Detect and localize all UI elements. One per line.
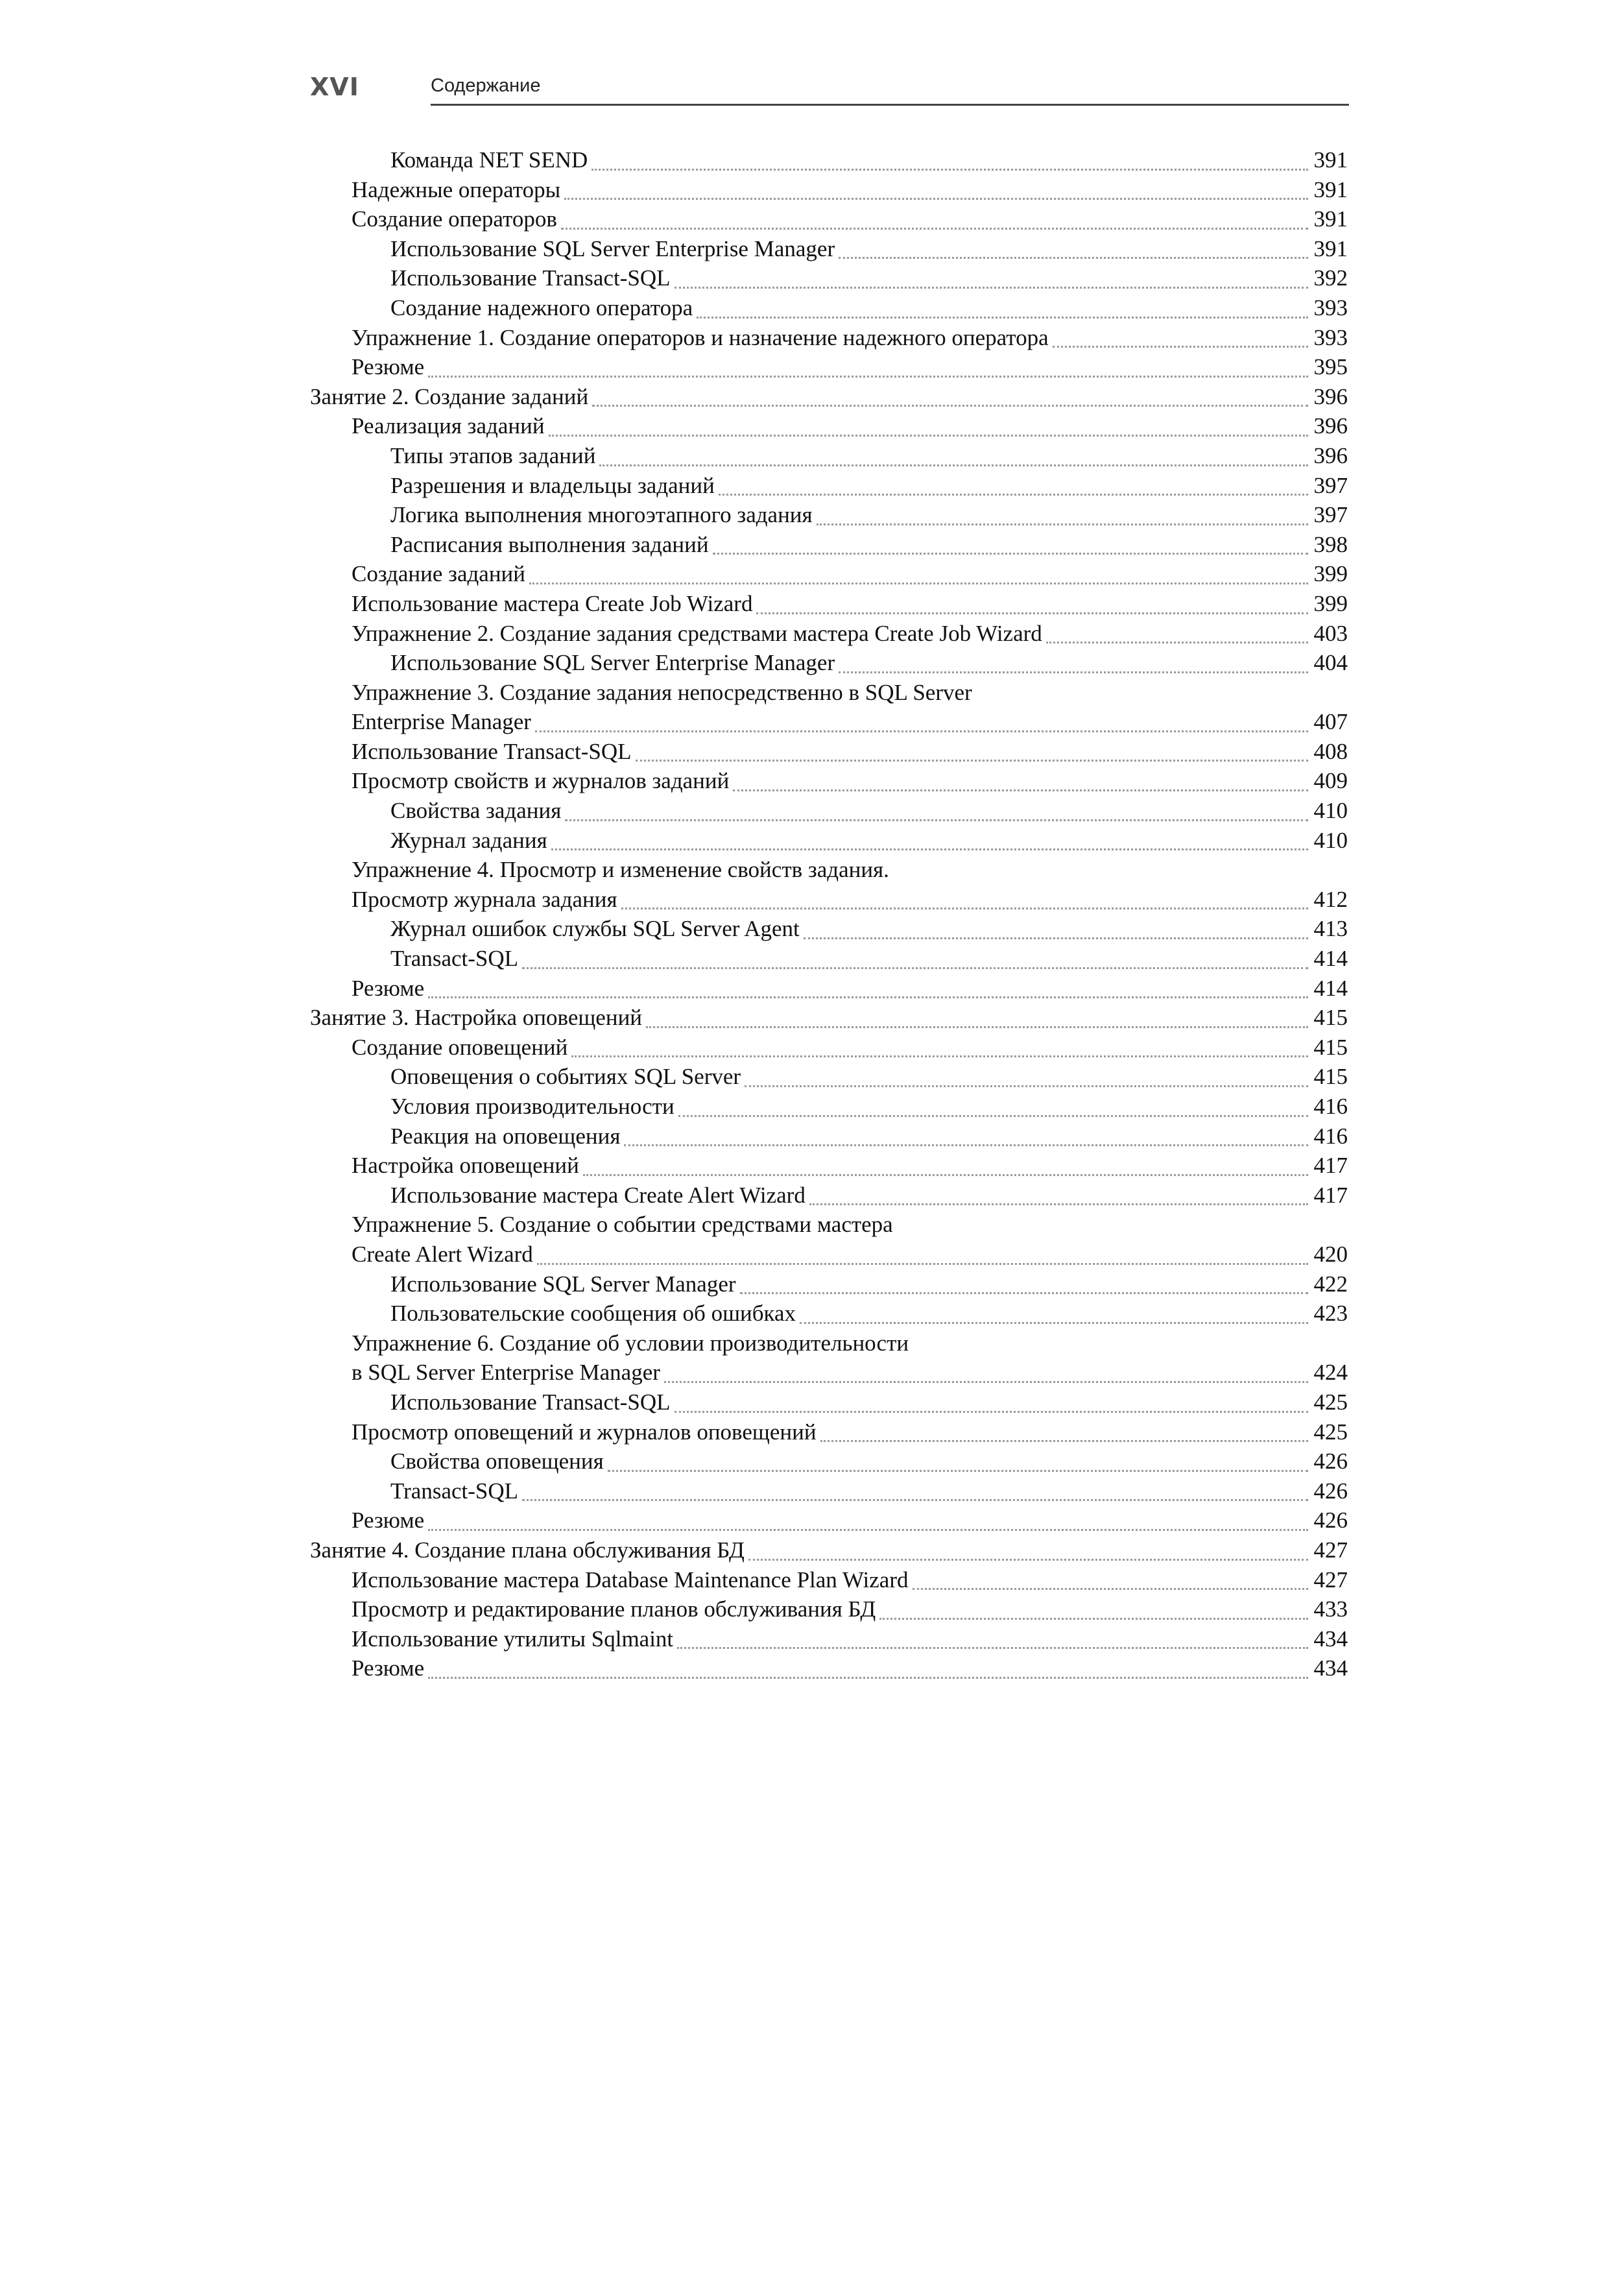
toc-entry-title: Журнал ошибок службы SQL Server Agent xyxy=(390,916,800,942)
dot-leader xyxy=(839,228,1308,259)
toc-entry-page: 416 xyxy=(1313,1123,1348,1149)
toc-entry-title: Использование SQL Server Enterprise Manager xyxy=(390,235,835,261)
dot-leader xyxy=(678,1085,1308,1117)
dot-leader xyxy=(697,287,1308,319)
toc-entry-page: 415 xyxy=(1313,1005,1348,1031)
toc-entry-page: 433 xyxy=(1313,1596,1348,1622)
toc-entry-title: Резюме xyxy=(352,354,425,380)
dot-leader xyxy=(820,1411,1308,1443)
dot-leader xyxy=(428,346,1308,378)
dot-leader xyxy=(675,1381,1308,1413)
dot-leader xyxy=(1053,317,1308,348)
toc-entry-title: Просмотр и редактирование планов обслуживания БД xyxy=(352,1596,876,1622)
toc-entry-page: 396 xyxy=(1313,442,1348,468)
dot-leader xyxy=(428,1499,1308,1531)
toc-entry-title: Свойства оповещения xyxy=(390,1449,604,1474)
dot-leader xyxy=(713,523,1308,555)
toc-entry-page: 417 xyxy=(1313,1153,1348,1179)
toc-entry-title: Создание операторов xyxy=(352,206,557,232)
dot-leader xyxy=(1046,612,1308,644)
toc-entry-page: 398 xyxy=(1313,531,1348,557)
dot-leader xyxy=(599,435,1308,466)
toc-entry-page: 426 xyxy=(1313,1449,1348,1474)
dot-leader xyxy=(664,1351,1308,1383)
dot-leader xyxy=(529,553,1308,584)
toc-entry-title: Использование мастера Create Job Wizard xyxy=(352,590,753,616)
toc-entry-title: Реализация заданий xyxy=(352,413,545,439)
toc-entry-title: Использование SQL Server Manager xyxy=(390,1271,736,1297)
dot-leader xyxy=(621,878,1308,910)
toc-entry-page: 391 xyxy=(1313,206,1348,232)
toc-entry-page: 391 xyxy=(1313,176,1348,202)
toc-entry-title: Упражнение 1. Создание операторов и назначение надежного оператора xyxy=(352,324,1049,350)
toc-entry-page: 410 xyxy=(1313,798,1348,824)
toc-entry-title: Создание надежного оператора xyxy=(390,295,693,320)
dot-leader xyxy=(624,1115,1308,1147)
toc-entry-page: 404 xyxy=(1313,650,1348,676)
running-title: Содержание xyxy=(431,75,541,96)
toc-entry-title: Настройка оповещений xyxy=(352,1153,579,1179)
dot-leader xyxy=(733,760,1308,791)
toc-entry-title: Упражнение 3. Создание задания непосредственно в SQL Server xyxy=(352,679,972,705)
toc-entry-page: 414 xyxy=(1313,946,1348,972)
toc-entry-title: Просмотр оповещений и журналов оповещений xyxy=(352,1419,817,1445)
toc-entry-page: 410 xyxy=(1313,827,1348,853)
dot-leader xyxy=(745,1055,1308,1087)
toc-entry-title: Типы этапов заданий xyxy=(390,442,596,468)
toc-entry-page: 399 xyxy=(1313,590,1348,616)
dot-leader xyxy=(675,257,1308,289)
toc-entry-title: Создание заданий xyxy=(352,561,526,587)
toc-entry-title: Упражнение 4. Просмотр и изменение свойств задания. xyxy=(352,857,889,883)
page-header xyxy=(310,67,1349,106)
toc-entry-page: 423 xyxy=(1313,1301,1348,1327)
toc-entry-page: 393 xyxy=(1313,295,1348,320)
toc-entry-page: 413 xyxy=(1313,916,1348,942)
toc-entry-page: 416 xyxy=(1313,1094,1348,1119)
toc-entry-page: 415 xyxy=(1313,1034,1348,1060)
dot-leader xyxy=(804,908,1308,939)
toc-entry-page: 395 xyxy=(1313,354,1348,380)
dot-leader xyxy=(608,1440,1308,1472)
toc-entry-page: 396 xyxy=(1313,383,1348,409)
dot-leader xyxy=(571,1026,1308,1058)
toc-entry-title: Просмотр журнала задания xyxy=(352,886,617,912)
toc-entry-title: Команда NET SEND xyxy=(390,147,588,173)
toc-entry-title: Резюме xyxy=(352,1655,425,1681)
toc-entry-page: 396 xyxy=(1313,413,1348,439)
toc-entry-title: Пользовательские сообщения об ошибках xyxy=(390,1301,796,1327)
toc-entry-title: Transact-SQL xyxy=(390,1478,519,1504)
toc-entry-title: Использование мастера Database Maintenance Plan Wizard xyxy=(352,1567,909,1593)
toc-entry-title: Просмотр свойств и журналов заданий xyxy=(352,768,730,794)
toc-entry-title: Использование SQL Server Enterprise Manager xyxy=(390,650,835,676)
toc-entry-title: Использование мастера Create Alert Wizard xyxy=(390,1182,806,1208)
page-number: XVI xyxy=(310,73,359,101)
toc-entry-title: Создание оповещений xyxy=(352,1034,568,1060)
toc-entry-title: Упражнение 6. Создание об условии производительности xyxy=(352,1330,909,1356)
dot-leader xyxy=(839,642,1308,673)
toc-entry-page: 403 xyxy=(1313,620,1348,646)
toc-entry-page: 409 xyxy=(1313,768,1348,794)
toc-entry-page: 426 xyxy=(1313,1508,1348,1533)
toc-entry-page: 391 xyxy=(1313,235,1348,261)
toc-entry-page: 434 xyxy=(1313,1626,1348,1652)
toc-entry-page: 424 xyxy=(1313,1360,1348,1386)
dot-leader xyxy=(748,1529,1308,1561)
dot-leader xyxy=(677,1618,1308,1650)
dot-leader xyxy=(537,1233,1308,1265)
toc-entry-page: 434 xyxy=(1313,1655,1348,1681)
toc-entry-page: 414 xyxy=(1313,975,1348,1001)
toc-entry-page: 393 xyxy=(1313,324,1348,350)
dot-leader xyxy=(564,169,1308,200)
toc-entry-title: Оповещения о событиях SQL Server xyxy=(390,1064,741,1090)
toc-entry-title: Журнал задания xyxy=(390,827,547,853)
toc-entry xyxy=(310,1653,1348,1683)
dot-leader xyxy=(428,967,1308,999)
toc-entry-title: Transact-SQL xyxy=(390,946,519,972)
toc-entry-page: 427 xyxy=(1313,1537,1348,1563)
toc-entry xyxy=(310,1181,1348,1210)
toc-entry-title: Условия производительности xyxy=(390,1094,675,1119)
dot-leader xyxy=(809,1174,1308,1206)
toc-entry-page: 399 xyxy=(1313,561,1348,587)
dot-leader xyxy=(756,583,1308,614)
toc-entry-title: Упражнение 5. Создание о событии средствами мастера xyxy=(352,1212,893,1238)
toc-entry-page: 415 xyxy=(1313,1064,1348,1090)
dot-leader xyxy=(591,139,1308,171)
dot-leader xyxy=(583,1144,1308,1176)
table-of-contents xyxy=(310,145,1348,1683)
dot-leader xyxy=(636,730,1308,762)
toc-entry xyxy=(310,826,1348,856)
dot-leader xyxy=(719,464,1308,496)
toc-entry-title: Использование Transact-SQL xyxy=(390,265,671,291)
toc-entry-page: 391 xyxy=(1313,147,1348,173)
toc-entry-title: Разрешения и владельцы заданий xyxy=(390,472,715,498)
toc-entry-title: Расписания выполнения заданий xyxy=(390,531,709,557)
toc-entry-title: Реакция на оповещения xyxy=(390,1123,621,1149)
dot-leader xyxy=(551,819,1308,851)
toc-entry-page: 408 xyxy=(1313,738,1348,764)
dot-leader xyxy=(879,1588,1308,1620)
toc-entry-page: 397 xyxy=(1313,472,1348,498)
toc-entry-title: Логика выполнения многоэтапного задания xyxy=(390,502,813,528)
toc-entry-title: Надежные операторы xyxy=(352,176,561,202)
toc-entry-page: 412 xyxy=(1313,886,1348,912)
toc-entry-page: 392 xyxy=(1313,265,1348,291)
toc-entry xyxy=(310,1299,1348,1328)
toc-entry-title: Использование Transact-SQL xyxy=(390,1389,671,1415)
dot-leader xyxy=(800,1292,1308,1324)
dot-leader xyxy=(535,701,1308,732)
dot-leader xyxy=(565,789,1308,821)
dot-leader xyxy=(428,1647,1308,1679)
toc-entry-page: 397 xyxy=(1313,502,1348,528)
dot-leader xyxy=(561,198,1308,230)
toc-entry-title: Использование утилиты Sqlmaint xyxy=(352,1626,674,1652)
dot-leader xyxy=(740,1263,1308,1295)
toc-entry-title: Резюме xyxy=(352,975,425,1001)
toc-entry-page: 407 xyxy=(1313,709,1348,735)
toc-entry-title: Enterprise Manager xyxy=(352,709,531,735)
toc-entry xyxy=(310,648,1348,678)
dot-leader xyxy=(522,1470,1308,1502)
toc-entry-title: Create Alert Wizard xyxy=(352,1241,533,1267)
dot-leader xyxy=(592,376,1308,407)
toc-entry-title: Свойства задания xyxy=(390,798,562,824)
toc-entry-title: Упражнение 2. Создание задания средствами мастера Create Job Wizard xyxy=(352,620,1042,646)
toc-entry-title: Занятие 2. Создание заданий xyxy=(310,383,589,409)
toc-entry-title: в SQL Server Enterprise Manager xyxy=(352,1360,660,1386)
header-rule xyxy=(431,104,1349,106)
toc-entry-title: Резюме xyxy=(352,1508,425,1533)
dot-leader xyxy=(549,405,1308,437)
toc-entry-page: 427 xyxy=(1313,1567,1348,1593)
dot-leader xyxy=(817,494,1308,525)
dot-leader xyxy=(522,937,1308,969)
toc-entry-title: Занятие 3. Настройка оповещений xyxy=(310,1005,643,1031)
toc-entry-page: 425 xyxy=(1313,1419,1348,1445)
dot-leader xyxy=(913,1559,1308,1591)
toc-entry-title: Использование Transact-SQL xyxy=(352,738,632,764)
toc-entry-title: Занятие 4. Создание плана обслуживания БД xyxy=(310,1537,745,1563)
toc-entry-page: 417 xyxy=(1313,1182,1348,1208)
toc-entry-page: 422 xyxy=(1313,1271,1348,1297)
toc-entry-page: 426 xyxy=(1313,1478,1348,1504)
toc-entry-page: 425 xyxy=(1313,1389,1348,1415)
dot-leader xyxy=(646,996,1308,1028)
toc-entry-page: 420 xyxy=(1313,1241,1348,1267)
